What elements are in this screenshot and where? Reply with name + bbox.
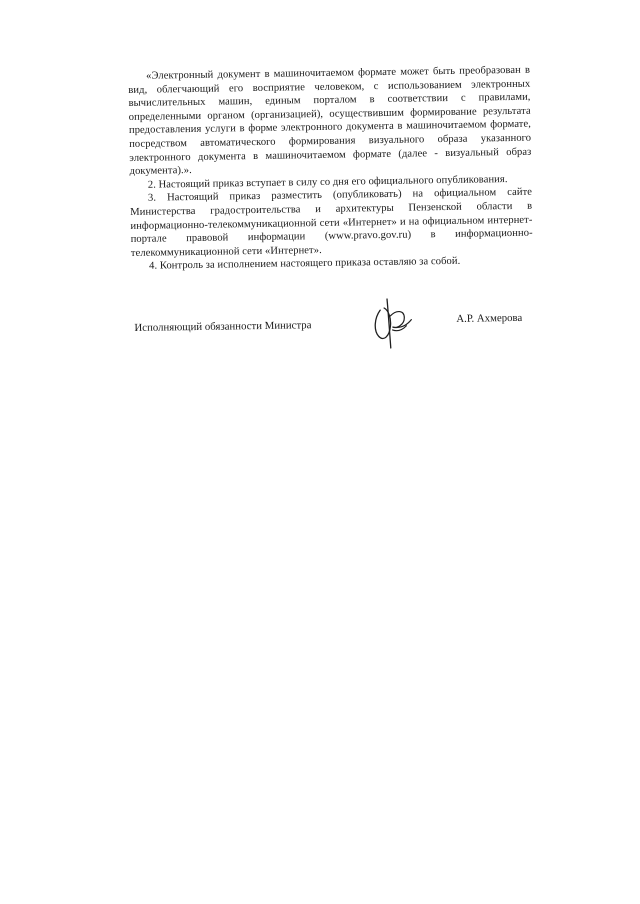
handwritten-signature-icon bbox=[370, 296, 419, 351]
signatory-position: Исполняющий обязанности Министра bbox=[134, 319, 312, 334]
paragraph-control: 4. Контроль за исполнением настоящего приказа оставляю за собой. bbox=[149, 256, 461, 273]
document-body bbox=[128, 64, 533, 274]
paragraph-electronic-document: «Электронный документ в машиночитаемом формате может быть преобразован в вид, облегчающий его восприятие человеком, с использованием электронных вычислительных машин, единым порталом в соответствии с правилами, определенными органом (организацией), осуществившим формирование результата предоставления услуги в форме электронного документа в машиночитаемом формате, посредством автоматического формирования визуального образа указанного электронного документа в машиночитаемом формате (далее - визуальный образ документа).». bbox=[128, 64, 532, 178]
signatory-name: А.Р. Ахмерова bbox=[456, 311, 523, 325]
paragraph-publication: 3. Настоящий приказ разместить (опубликовать) на официальном сайте Министерства градостроительства и архитектуры Пензенской области в информационно-телекоммуникационной сети «Интернет» и на официальном интернет-портале правовой информации (www.pravo.gov.ru) в информационно-телекоммуникационной сети «Интернет». bbox=[130, 187, 533, 259]
signature-block bbox=[134, 293, 555, 360]
paragraph-entry-into-force: 2. Настоящий приказ вступает в силу со дня его официального опубликования. bbox=[147, 173, 508, 191]
